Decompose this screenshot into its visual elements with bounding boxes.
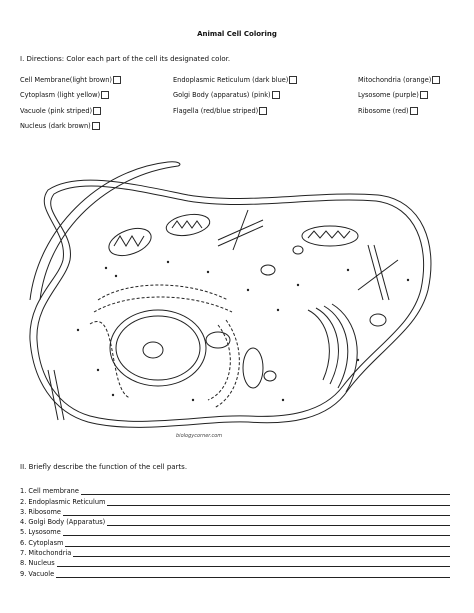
credit-text: biologycorner.com xyxy=(176,433,223,439)
legend-row xyxy=(20,103,465,119)
legend-row xyxy=(20,88,465,104)
animal-cell-diagram xyxy=(18,150,450,435)
legend-label: Lysosome (purple) xyxy=(358,91,419,100)
microtubule xyxy=(358,245,398,300)
answer-line[interactable] xyxy=(20,567,450,577)
color-checkbox[interactable] xyxy=(420,91,428,99)
nuclear-envelope xyxy=(110,310,206,386)
legend-item xyxy=(358,91,465,99)
microtubule xyxy=(48,370,64,420)
legend-item xyxy=(173,107,358,115)
answer-label: 2. Endoplasmic Reticulum xyxy=(20,497,106,506)
answer-label: 6. Cytoplasm xyxy=(20,538,64,547)
answer-label: 3. Ribosome xyxy=(20,507,61,516)
worksheet-title: Animal Cell Coloring xyxy=(197,30,277,38)
answer-blank[interactable] xyxy=(56,570,450,578)
legend-item xyxy=(20,107,173,115)
color-checkbox[interactable] xyxy=(289,76,297,84)
golgi-body xyxy=(308,304,357,392)
mitochondrion-cristae xyxy=(308,231,350,238)
answer-blank[interactable] xyxy=(57,559,450,567)
answer-line[interactable] xyxy=(20,536,450,546)
color-checkbox[interactable] xyxy=(410,107,418,115)
legend-label: Cell Membrane(light brown) xyxy=(20,75,112,84)
answer-blank[interactable] xyxy=(63,528,450,536)
legend-label: Ribosome (red) xyxy=(358,106,409,115)
cell-membrane-inner xyxy=(37,186,424,421)
answer-label: 5. Lysosome xyxy=(20,528,61,537)
color-legend xyxy=(20,72,465,134)
answer-list xyxy=(20,485,450,578)
lysosome xyxy=(370,314,386,326)
legend-item xyxy=(358,76,465,84)
answer-line[interactable] xyxy=(20,547,450,557)
ribosomes xyxy=(77,261,409,401)
mitochondrion xyxy=(165,211,212,238)
color-checkbox[interactable] xyxy=(101,91,109,99)
answer-label: 9. Vacuole xyxy=(20,569,55,578)
nucleus xyxy=(116,316,200,380)
mitochondrion xyxy=(105,223,155,261)
legend-item xyxy=(20,76,173,84)
color-checkbox[interactable] xyxy=(113,76,121,84)
answer-blank[interactable] xyxy=(63,508,450,516)
nucleolus xyxy=(143,342,163,358)
answer-line[interactable] xyxy=(20,516,450,526)
legend-label: Vacuole (pink striped) xyxy=(20,106,93,115)
legend-item xyxy=(358,107,465,115)
lysosome xyxy=(293,246,303,254)
centriole xyxy=(218,210,263,250)
legend-item xyxy=(173,76,358,84)
answer-line[interactable] xyxy=(20,485,450,495)
answer-line[interactable] xyxy=(20,557,450,567)
rough-er xyxy=(90,285,239,408)
mitochondrion xyxy=(243,348,263,388)
answer-blank[interactable] xyxy=(107,518,450,526)
mitochondrion-cristae xyxy=(172,221,202,228)
directions-text: I. Directions: Color each part of the cell its designated color. xyxy=(20,55,231,63)
answer-line[interactable] xyxy=(20,495,450,505)
answer-label: 4. Golgi Body (Apparatus) xyxy=(20,518,106,527)
legend-item xyxy=(20,91,173,99)
answer-blank[interactable] xyxy=(81,487,450,495)
cell-membrane xyxy=(30,180,431,427)
section-heading: II. Briefly describe the function of the cell parts. xyxy=(20,463,188,471)
legend-item xyxy=(20,122,173,130)
legend-label: Endoplasmic Reticulum (dark blue) xyxy=(173,75,289,84)
answer-blank[interactable] xyxy=(65,539,450,547)
legend-item xyxy=(173,91,358,99)
color-checkbox[interactable] xyxy=(272,91,280,99)
answer-blank[interactable] xyxy=(107,498,450,506)
lysosome xyxy=(261,265,275,275)
legend-label: Flagella (red/blue striped) xyxy=(173,106,259,115)
color-checkbox[interactable] xyxy=(93,107,101,115)
color-checkbox[interactable] xyxy=(432,76,440,84)
color-checkbox[interactable] xyxy=(259,107,267,115)
answer-blank[interactable] xyxy=(73,549,450,557)
color-checkbox[interactable] xyxy=(92,122,100,130)
lysosome xyxy=(264,371,276,381)
answer-line[interactable] xyxy=(20,526,450,536)
answer-line[interactable] xyxy=(20,506,450,516)
answer-label: 8. Nucleus xyxy=(20,559,55,568)
legend-row xyxy=(20,119,465,135)
legend-row xyxy=(20,72,465,88)
legend-label: Mitochondria (orange) xyxy=(358,75,432,84)
mitochondrion-cristae xyxy=(114,236,144,246)
legend-label: Golgi Body (apparatus) (pink) xyxy=(173,91,271,100)
legend-label: Cytoplasm (light yellow) xyxy=(20,91,101,100)
answer-label: 1. Cell membrane xyxy=(20,487,79,496)
legend-label: Nucleus (dark brown) xyxy=(20,122,91,131)
answer-label: 7. Mitochondria xyxy=(20,549,72,558)
